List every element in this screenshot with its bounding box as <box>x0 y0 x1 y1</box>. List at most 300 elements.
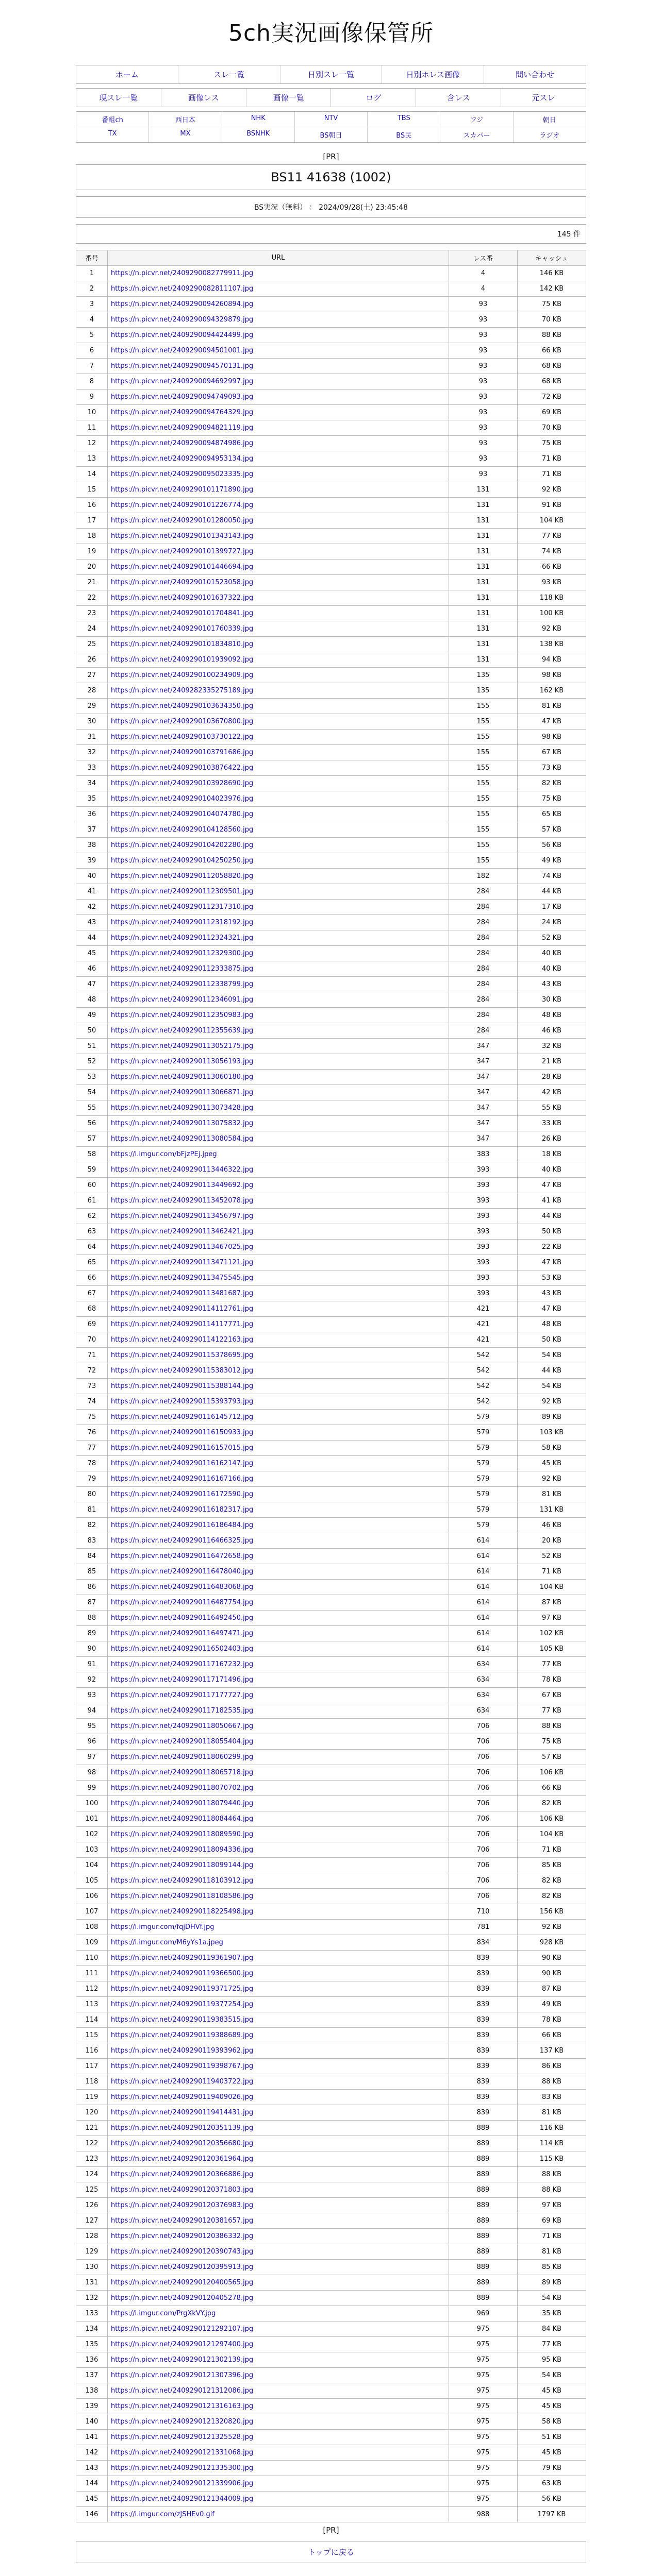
table-row <box>76 2043 586 2059</box>
channels2-item-3[interactable]: BS朝日 <box>295 127 368 142</box>
sub-item-2[interactable]: 画像一覧 <box>246 89 332 107</box>
image-url-link[interactable]: https://n.picvr.net/2409290120381657.jpg <box>108 2213 449 2229</box>
image-url-link[interactable]: https://n.picvr.net/2409290101446694.jpg <box>108 560 449 575</box>
res-number: 93 <box>449 343 518 359</box>
image-url-link[interactable]: https://n.picvr.net/2409290101637322.jpg <box>108 590 449 606</box>
image-url-link[interactable]: https://n.picvr.net/2409290116466325.jpg <box>108 1533 449 1549</box>
res-number: 975 <box>449 2352 518 2368</box>
cache-size: 54 KB <box>518 2291 586 2306</box>
image-url-link[interactable]: https://i.imgur.com/bFjzPEj.jpeg <box>108 1147 449 1162</box>
res-number: 421 <box>449 1332 518 1348</box>
table-row <box>76 1363 586 1379</box>
cache-size: 71 KB <box>518 1564 586 1580</box>
table-row <box>76 420 586 436</box>
res-number: 706 <box>449 1719 518 1734</box>
image-url-link[interactable]: https://n.picvr.net/2409290104202280.jpg <box>108 838 449 853</box>
image-url-link[interactable]: https://n.picvr.net/2409290112346091.jpg <box>108 992 449 1008</box>
image-url-link[interactable]: https://n.picvr.net/2409290094424499.jpg <box>108 328 449 343</box>
image-url-link[interactable]: https://n.picvr.net/2409290101399727.jpg <box>108 544 449 560</box>
table-row <box>76 1440 586 1456</box>
row-number: 37 <box>76 822 108 838</box>
image-url-link[interactable]: https://n.picvr.net/2409290118103912.jpg <box>108 1873 449 1889</box>
image-url-link[interactable]: https://n.picvr.net/2409290113066871.jpg <box>108 1085 449 1100</box>
cache-size: 162 KB <box>518 683 586 699</box>
cache-size: 97 KB <box>518 2198 586 2213</box>
image-url-link[interactable]: https://n.picvr.net/2409290116182317.jpg <box>108 1502 449 1518</box>
res-number: 284 <box>449 1008 518 1023</box>
cache-size: 100 KB <box>518 606 586 621</box>
image-url-link[interactable]: https://n.picvr.net/2409290113481687.jpg <box>108 1286 449 1301</box>
image-url-link[interactable]: https://n.picvr.net/2409290121316163.jpg <box>108 2399 449 2414</box>
cache-size: 77 KB <box>518 1657 586 1672</box>
image-url-link[interactable]: https://n.picvr.net/2409290120376983.jpg <box>108 2198 449 2213</box>
cache-size: 87 KB <box>518 1595 586 1611</box>
res-number: 710 <box>449 1904 518 1920</box>
res-number: 155 <box>449 791 518 807</box>
row-number: 89 <box>76 1626 108 1641</box>
res-number: 284 <box>449 915 518 930</box>
table-row <box>76 946 586 961</box>
channels2-item-1[interactable]: MX <box>149 127 222 142</box>
image-url-link[interactable]: https://n.picvr.net/2409290118060299.jpg <box>108 1750 449 1765</box>
cache-size: 46 KB <box>518 1023 586 1039</box>
table-row <box>76 1116 586 1131</box>
table-row <box>76 1781 586 1796</box>
cache-size: 66 KB <box>518 343 586 359</box>
image-url-link[interactable]: https://i.imgur.com/M6yYs1a.jpeg <box>108 1935 449 1951</box>
cache-size: 47 KB <box>518 1301 586 1317</box>
image-url-link[interactable]: https://n.picvr.net/2409290121312086.jpg <box>108 2383 449 2399</box>
image-url-link[interactable]: https://n.picvr.net/2409290116483068.jpg <box>108 1580 449 1595</box>
image-url-link[interactable]: https://n.picvr.net/2409290121292107.jpg <box>108 2321 449 2337</box>
image-url-link[interactable]: https://n.picvr.net/2409290112318192.jpg <box>108 915 449 930</box>
table-row <box>76 2461 586 2476</box>
image-url-link[interactable]: https://n.picvr.net/2409290120395913.jpg <box>108 2260 449 2275</box>
image-url-link[interactable]: https://n.picvr.net/2409290121302139.jpg <box>108 2352 449 2368</box>
image-url-link[interactable]: https://n.picvr.net/2409290113060180.jpg <box>108 1070 449 1085</box>
image-url-link[interactable]: https://n.picvr.net/2409282335275189.jpg <box>108 683 449 699</box>
image-url-link[interactable]: https://n.picvr.net/2409290103670800.jpg <box>108 714 449 730</box>
image-url-link[interactable]: https://n.picvr.net/2409290118089590.jpg <box>108 1827 449 1842</box>
table-header-row <box>76 250 586 266</box>
image-url-link[interactable]: https://n.picvr.net/2409290113073428.jpg <box>108 1100 449 1116</box>
image-url-link[interactable]: https://n.picvr.net/2409290119414431.jpg <box>108 2105 449 2121</box>
table-row <box>76 1842 586 1858</box>
row-number: 88 <box>76 1611 108 1626</box>
cache-size: 95 KB <box>518 2352 586 2368</box>
image-url-link[interactable]: https://n.picvr.net/2409290120351139.jpg <box>108 2121 449 2136</box>
image-url-link[interactable]: https://n.picvr.net/2409290118225498.jpg <box>108 1904 449 1920</box>
image-url-link[interactable]: https://n.picvr.net/2409290094953134.jpg <box>108 451 449 467</box>
sub-item-5[interactable]: 元スレ <box>532 93 555 103</box>
image-url-link[interactable]: https://n.picvr.net/2409290112329300.jpg <box>108 946 449 961</box>
res-number: 614 <box>449 1533 518 1549</box>
image-url-link[interactable]: https://n.picvr.net/2409290113456797.jpg <box>108 1209 449 1224</box>
image-url-link[interactable]: https://n.picvr.net/2409290119361907.jpg <box>108 1951 449 1966</box>
image-url-link[interactable]: https://n.picvr.net/2409290103730122.jpg <box>108 730 449 745</box>
res-number: 706 <box>449 1827 518 1842</box>
cache-size: 82 KB <box>518 1873 586 1889</box>
row-number: 12 <box>76 436 108 451</box>
image-url-link[interactable]: https://n.picvr.net/2409290116478040.jpg <box>108 1564 449 1580</box>
main-item-2[interactable]: 日別スレ一覧 <box>280 65 383 83</box>
back-to-top-link[interactable]: トップに戻る <box>76 2541 586 2563</box>
row-number: 96 <box>76 1734 108 1750</box>
image-url-link[interactable]: https://n.picvr.net/2409290121344009.jpg <box>108 2492 449 2507</box>
cache-size: 26 KB <box>518 1131 586 1147</box>
image-url-link[interactable]: https://n.picvr.net/2409290094329879.jpg <box>108 312 449 328</box>
res-number: 706 <box>449 1765 518 1781</box>
image-url-link[interactable]: https://n.picvr.net/2409290120361964.jpg <box>108 2151 449 2167</box>
table-row <box>76 992 586 1008</box>
image-url-link[interactable]: https://n.picvr.net/2409290116492450.jpg <box>108 1611 449 1626</box>
image-url-link[interactable]: https://n.picvr.net/2409290112355639.jpg <box>108 1023 449 1039</box>
channels1-item-1[interactable]: 西日本 <box>149 112 222 127</box>
image-url-link[interactable]: https://n.picvr.net/2409290116167166.jpg <box>108 1471 449 1487</box>
image-url-link[interactable]: https://n.picvr.net/2409290112058820.jpg <box>108 869 449 884</box>
image-url-link[interactable]: https://n.picvr.net/2409290119366500.jpg <box>108 1966 449 1981</box>
header-url: URL <box>108 250 449 266</box>
image-url-link[interactable]: https://i.imgur.com/zJSHEv0.gif <box>108 2507 449 2522</box>
image-url-link[interactable]: https://n.picvr.net/2409290103928690.jpg <box>108 776 449 791</box>
row-number: 63 <box>76 1224 108 1240</box>
cache-size: 54 KB <box>518 1348 586 1363</box>
res-number: 889 <box>449 2121 518 2136</box>
image-url-link[interactable]: https://n.picvr.net/2409290118099144.jpg <box>108 1858 449 1873</box>
image-url-link[interactable]: https://n.picvr.net/2409290094821119.jpg <box>108 420 449 436</box>
cache-size: 97 KB <box>518 1611 586 1626</box>
res-number: 839 <box>449 2028 518 2043</box>
cache-size: 90 KB <box>518 1966 586 1981</box>
channels2-item-2[interactable]: BSNHK <box>222 127 295 142</box>
image-url-link[interactable]: https://n.picvr.net/2409290116172590.jpg <box>108 1487 449 1502</box>
image-url-link[interactable]: https://n.picvr.net/2409290082779911.jpg <box>108 266 449 281</box>
res-number: 93 <box>449 420 518 436</box>
res-number: 889 <box>449 2244 518 2260</box>
image-url-link[interactable]: https://n.picvr.net/2409290118070702.jpg <box>108 1781 449 1796</box>
row-number: 103 <box>76 1842 108 1858</box>
image-url-link[interactable]: https://n.picvr.net/2409290115388144.jpg <box>108 1379 449 1394</box>
cache-size: 47 KB <box>518 1255 586 1270</box>
image-url-link[interactable]: https://n.picvr.net/2409290100234909.jpg <box>108 668 449 683</box>
cache-size: 67 KB <box>518 1688 586 1703</box>
row-number: 41 <box>76 884 108 900</box>
image-url-link[interactable]: https://n.picvr.net/2409290113446322.jpg <box>108 1162 449 1178</box>
cache-size: 66 KB <box>518 1781 586 1796</box>
cache-size: 41 KB <box>518 1193 586 1209</box>
image-url-link[interactable]: https://n.picvr.net/2409290095023335.jpg <box>108 467 449 482</box>
image-url-link[interactable]: https://n.picvr.net/2409290101523058.jpg <box>108 575 449 590</box>
res-number: 155 <box>449 776 518 791</box>
res-number: 614 <box>449 1564 518 1580</box>
image-url-link[interactable]: https://n.picvr.net/2409290112338799.jpg <box>108 977 449 992</box>
res-number: 383 <box>449 1147 518 1162</box>
sub-item-1[interactable]: 画像レス <box>161 89 246 107</box>
row-number: 49 <box>76 1008 108 1023</box>
table-row <box>76 2244 586 2260</box>
image-url-link[interactable]: https://n.picvr.net/2409290112333875.jpg <box>108 961 449 977</box>
channels1-item-2[interactable]: NHK <box>222 112 295 127</box>
channels1-item-5[interactable]: フジ <box>440 112 513 127</box>
row-number: 93 <box>76 1688 108 1703</box>
image-url-link[interactable]: https://n.picvr.net/2409290121307396.jpg <box>108 2368 449 2383</box>
image-url-link[interactable]: https://n.picvr.net/2409290116145712.jpg <box>108 1410 449 1425</box>
cache-size: 83 KB <box>518 2090 586 2105</box>
row-number: 42 <box>76 900 108 915</box>
cache-size: 52 KB <box>518 930 586 946</box>
image-url-link[interactable]: https://n.picvr.net/2409290101760339.jpg <box>108 621 449 637</box>
table-row <box>76 575 586 590</box>
image-url-link[interactable]: https://n.picvr.net/2409290118108586.jpg <box>108 1889 449 1904</box>
row-number: 64 <box>76 1240 108 1255</box>
image-url-link[interactable]: https://n.picvr.net/2409290113056193.jpg <box>108 1054 449 1070</box>
row-number: 72 <box>76 1363 108 1379</box>
image-url-link[interactable]: https://n.picvr.net/2409290119383515.jpg <box>108 2012 449 2028</box>
image-url-link[interactable]: https://n.picvr.net/2409290113075832.jpg <box>108 1116 449 1131</box>
row-number: 132 <box>76 2291 108 2306</box>
image-url-link[interactable]: https://n.picvr.net/2409290120356680.jpg <box>108 2136 449 2151</box>
image-url-link[interactable]: https://n.picvr.net/2409290116472658.jpg <box>108 1549 449 1564</box>
image-url-link[interactable]: https://n.picvr.net/2409290101226774.jpg <box>108 498 449 513</box>
channels1-item-0[interactable]: 番組ch <box>76 112 149 127</box>
cache-size: 84 KB <box>518 2321 586 2337</box>
image-url-link[interactable]: https://n.picvr.net/2409290118055404.jpg <box>108 1734 449 1750</box>
res-number: 131 <box>449 529 518 544</box>
row-number: 58 <box>76 1147 108 1162</box>
res-number: 634 <box>449 1688 518 1703</box>
res-number: 284 <box>449 946 518 961</box>
channels1-item-3[interactable]: NTV <box>295 112 368 127</box>
image-url-link[interactable]: https://n.picvr.net/2409290116186484.jpg <box>108 1518 449 1533</box>
cache-size: 75 KB <box>518 297 586 312</box>
res-number: 579 <box>449 1487 518 1502</box>
image-url-link[interactable]: https://n.picvr.net/2409290113475545.jpg <box>108 1270 449 1286</box>
image-url-link[interactable]: https://n.picvr.net/2409290113052175.jpg <box>108 1039 449 1054</box>
row-number: 146 <box>76 2507 108 2522</box>
res-number: 706 <box>449 1796 518 1811</box>
image-url-link[interactable]: https://n.picvr.net/2409290117167232.jpg <box>108 1657 449 1672</box>
table-row <box>76 1270 586 1286</box>
image-url-link[interactable]: https://n.picvr.net/2409290113467025.jpg <box>108 1240 449 1255</box>
image-url-link[interactable]: https://i.imgur.com/fqjDHVf.jpg <box>108 1920 449 1935</box>
channels1-item-4[interactable]: TBS <box>368 112 440 127</box>
image-url-link[interactable]: https://n.picvr.net/2409290103791686.jpg <box>108 745 449 760</box>
channels2-item-6[interactable]: ラジオ <box>539 132 560 140</box>
image-url-link[interactable]: https://n.picvr.net/2409290082811107.jpg <box>108 281 449 297</box>
image-url-link[interactable]: https://n.picvr.net/2409290119371725.jpg <box>108 1981 449 1997</box>
image-url-link[interactable]: https://n.picvr.net/2409290101834810.jpg <box>108 637 449 652</box>
row-number: 5 <box>76 328 108 343</box>
image-url-link[interactable]: https://n.picvr.net/2409290104074780.jpg <box>108 807 449 822</box>
table-row <box>76 1920 586 1935</box>
main-item-0[interactable]: ホーム <box>76 65 178 83</box>
row-number: 69 <box>76 1317 108 1332</box>
res-number: 975 <box>449 2445 518 2461</box>
res-number: 131 <box>449 513 518 529</box>
image-url-link[interactable]: https://n.picvr.net/2409290121331068.jpg <box>108 2445 449 2461</box>
image-url-link[interactable]: https://n.picvr.net/2409290118079440.jpg <box>108 1796 449 1811</box>
sub-item-4[interactable]: 含レス <box>416 89 501 107</box>
image-url-link[interactable]: https://n.picvr.net/2409290104250250.jpg <box>108 853 449 869</box>
row-number: 78 <box>76 1456 108 1471</box>
table-row <box>76 1085 586 1100</box>
image-url-link[interactable]: https://n.picvr.net/2409290094501001.jpg <box>108 343 449 359</box>
image-url-link[interactable]: https://n.picvr.net/2409290118065718.jpg <box>108 1765 449 1781</box>
image-url-link[interactable]: https://n.picvr.net/2409290112309501.jpg <box>108 884 449 900</box>
image-url-link[interactable]: https://n.picvr.net/2409290119403722.jpg <box>108 2074 449 2090</box>
image-url-link[interactable]: https://n.picvr.net/2409290115383012.jpg <box>108 1363 449 1379</box>
image-url-link[interactable]: https://n.picvr.net/2409290101343143.jpg <box>108 529 449 544</box>
row-number: 126 <box>76 2198 108 2213</box>
res-number: 155 <box>449 730 518 745</box>
image-url-link[interactable]: https://n.picvr.net/2409290103876422.jpg <box>108 760 449 776</box>
table-row <box>76 838 586 853</box>
cache-size: 42 KB <box>518 1085 586 1100</box>
image-url-link[interactable]: https://n.picvr.net/2409290117171496.jpg <box>108 1672 449 1688</box>
row-number: 17 <box>76 513 108 529</box>
image-url-link[interactable]: https://n.picvr.net/2409290101704841.jpg <box>108 606 449 621</box>
image-url-link[interactable]: https://n.picvr.net/2409290121339906.jpg <box>108 2476 449 2492</box>
cache-size: 98 KB <box>518 668 586 683</box>
image-url-link[interactable]: https://n.picvr.net/2409290094570131.jpg <box>108 359 449 374</box>
cache-size: 56 KB <box>518 2492 586 2507</box>
image-url-link[interactable]: https://n.picvr.net/2409290116487754.jpg <box>108 1595 449 1611</box>
image-url-link[interactable]: https://n.picvr.net/2409290112324321.jpg <box>108 930 449 946</box>
image-url-link[interactable]: https://n.picvr.net/2409290120400565.jpg <box>108 2275 449 2291</box>
image-url-link[interactable]: https://n.picvr.net/2409290116157015.jpg <box>108 1440 449 1456</box>
image-url-link[interactable]: https://i.imgur.com/PrgXkVY.jpg <box>108 2306 449 2321</box>
image-url-link[interactable]: https://n.picvr.net/2409290116150933.jpg <box>108 1425 449 1440</box>
image-url-link[interactable]: https://n.picvr.net/2409290121320820.jpg <box>108 2414 449 2430</box>
image-url-link[interactable]: https://n.picvr.net/2409290119409026.jpg <box>108 2090 449 2105</box>
image-url-link[interactable]: https://n.picvr.net/2409290121335300.jpg <box>108 2461 449 2476</box>
image-url-link[interactable]: https://n.picvr.net/2409290114117771.jpg <box>108 1317 449 1332</box>
image-url-link[interactable]: https://n.picvr.net/2409290101280050.jpg <box>108 513 449 529</box>
table-row <box>76 822 586 838</box>
image-url-link[interactable]: https://n.picvr.net/2409290103634350.jpg <box>108 699 449 714</box>
image-url-link[interactable]: https://n.picvr.net/2409290120386332.jpg <box>108 2229 449 2244</box>
table-row <box>76 1178 586 1193</box>
cache-size: 44 KB <box>518 1209 586 1224</box>
channels2-item-4[interactable]: BS民 <box>368 127 440 142</box>
cache-size: 68 KB <box>518 374 586 389</box>
image-url-link[interactable]: https://n.picvr.net/2409290094749093.jpg <box>108 389 449 405</box>
image-url-link[interactable]: https://n.picvr.net/2409290115393793.jpg <box>108 1394 449 1410</box>
table-row <box>76 1054 586 1070</box>
image-url-link[interactable]: https://n.picvr.net/2409290118084464.jpg <box>108 1811 449 1827</box>
image-url-link[interactable]: https://n.picvr.net/2409290119377254.jpg <box>108 1997 449 2012</box>
image-url-link[interactable]: https://n.picvr.net/2409290116502403.jpg <box>108 1641 449 1657</box>
table-row <box>76 1193 586 1209</box>
image-url-link[interactable]: https://n.picvr.net/2409290120371803.jpg <box>108 2182 449 2198</box>
image-url-link[interactable]: https://n.picvr.net/2409290117177727.jpg <box>108 1688 449 1703</box>
table-row <box>76 1688 586 1703</box>
cache-size: 146 KB <box>518 266 586 281</box>
image-url-link[interactable]: https://n.picvr.net/2409290120390743.jpg <box>108 2244 449 2260</box>
main-item-1[interactable]: スレ一覧 <box>178 65 280 83</box>
res-number: 542 <box>449 1363 518 1379</box>
image-url-link[interactable]: https://n.picvr.net/2409290118094336.jpg <box>108 1842 449 1858</box>
image-url-link[interactable]: https://n.picvr.net/2409290101939092.jpg <box>108 652 449 668</box>
res-number: 393 <box>449 1240 518 1255</box>
image-url-link[interactable]: https://n.picvr.net/2409290094764329.jpg <box>108 405 449 420</box>
cache-size: 71 KB <box>518 2229 586 2244</box>
image-url-link[interactable]: https://n.picvr.net/2409290113449692.jpg <box>108 1178 449 1193</box>
image-url-link[interactable]: https://n.picvr.net/2409290115378695.jpg <box>108 1348 449 1363</box>
image-url-link[interactable]: https://n.picvr.net/2409290104128560.jpg <box>108 822 449 838</box>
image-url-link[interactable]: https://n.picvr.net/2409290117182535.jpg <box>108 1703 449 1719</box>
cache-size: 75 KB <box>518 436 586 451</box>
image-url-link[interactable]: https://n.picvr.net/2409290116497471.jpg <box>108 1626 449 1641</box>
table-row <box>76 1471 586 1487</box>
header-res: レス番 <box>449 250 518 266</box>
image-url-link[interactable]: https://n.picvr.net/2409290119393962.jpg <box>108 2043 449 2059</box>
image-url-link[interactable]: https://n.picvr.net/2409290112317310.jpg <box>108 900 449 915</box>
table-row <box>76 1502 586 1518</box>
image-url-link[interactable]: https://n.picvr.net/2409290113462421.jpg <box>108 1224 449 1240</box>
image-url-link[interactable]: https://n.picvr.net/2409290112350983.jpg <box>108 1008 449 1023</box>
res-number: 889 <box>449 2291 518 2306</box>
image-url-link[interactable]: https://n.picvr.net/2409290094260894.jpg <box>108 297 449 312</box>
table-row <box>76 1873 586 1889</box>
main-item-4[interactable]: 問い合わせ <box>516 70 555 79</box>
image-url-link[interactable]: https://n.picvr.net/2409290101171890.jpg <box>108 482 449 498</box>
res-number: 284 <box>449 930 518 946</box>
table-row <box>76 2105 586 2121</box>
res-number: 182 <box>449 869 518 884</box>
main-item-3[interactable]: 日別ホレス画像 <box>382 65 484 83</box>
image-url-link[interactable]: https://n.picvr.net/2409290113471121.jpg <box>108 1255 449 1270</box>
row-number: 81 <box>76 1502 108 1518</box>
res-number: 131 <box>449 482 518 498</box>
res-number: 614 <box>449 1595 518 1611</box>
image-url-link[interactable]: https://n.picvr.net/2409290120366886.jpg <box>108 2167 449 2182</box>
image-url-link[interactable]: https://n.picvr.net/2409290118050667.jpg <box>108 1719 449 1734</box>
cache-size: 74 KB <box>518 869 586 884</box>
table-row <box>76 2368 586 2383</box>
cache-size: 54 KB <box>518 1379 586 1394</box>
image-url-link[interactable]: https://n.picvr.net/2409290094874986.jpg <box>108 436 449 451</box>
image-url-link[interactable]: https://n.picvr.net/2409290113452078.jpg <box>108 1193 449 1209</box>
channels2-item-0[interactable]: TX <box>76 127 149 142</box>
image-url-link[interactable]: https://n.picvr.net/2409290119398767.jpg <box>108 2059 449 2074</box>
image-url-link[interactable]: https://n.picvr.net/2409290113080584.jpg <box>108 1131 449 1147</box>
channels2-item-5[interactable]: スカパー <box>440 127 513 142</box>
image-url-link[interactable]: https://n.picvr.net/2409290114122163.jpg <box>108 1332 449 1348</box>
cache-size: 58 KB <box>518 1440 586 1456</box>
image-url-link[interactable]: https://n.picvr.net/2409290119388689.jpg <box>108 2028 449 2043</box>
table-row <box>76 2399 586 2414</box>
row-number: 130 <box>76 2260 108 2275</box>
table-row <box>76 1070 586 1085</box>
image-url-link[interactable]: https://n.picvr.net/2409290094692997.jpg <box>108 374 449 389</box>
image-url-link[interactable]: https://n.picvr.net/2409290121325528.jpg <box>108 2430 449 2445</box>
res-number: 155 <box>449 714 518 730</box>
image-url-link[interactable]: https://n.picvr.net/2409290120405278.jpg <box>108 2291 449 2306</box>
image-url-link[interactable]: https://n.picvr.net/2409290114112761.jpg <box>108 1301 449 1317</box>
res-number: 614 <box>449 1626 518 1641</box>
image-url-link[interactable]: https://n.picvr.net/2409290121297400.jpg <box>108 2337 449 2352</box>
row-number: 48 <box>76 992 108 1008</box>
sub-item-0[interactable]: 現スレ一覧 <box>76 89 161 107</box>
channels1-item-6[interactable]: 朝日 <box>542 116 556 124</box>
image-url-link[interactable]: https://n.picvr.net/2409290116162147.jpg <box>108 1456 449 1471</box>
sub-item-3[interactable]: ログ <box>331 89 416 107</box>
image-url-link[interactable]: https://n.picvr.net/2409290104023976.jpg <box>108 791 449 807</box>
cache-size: 86 KB <box>518 2059 586 2074</box>
row-number: 115 <box>76 2028 108 2043</box>
table-row <box>76 1008 586 1023</box>
